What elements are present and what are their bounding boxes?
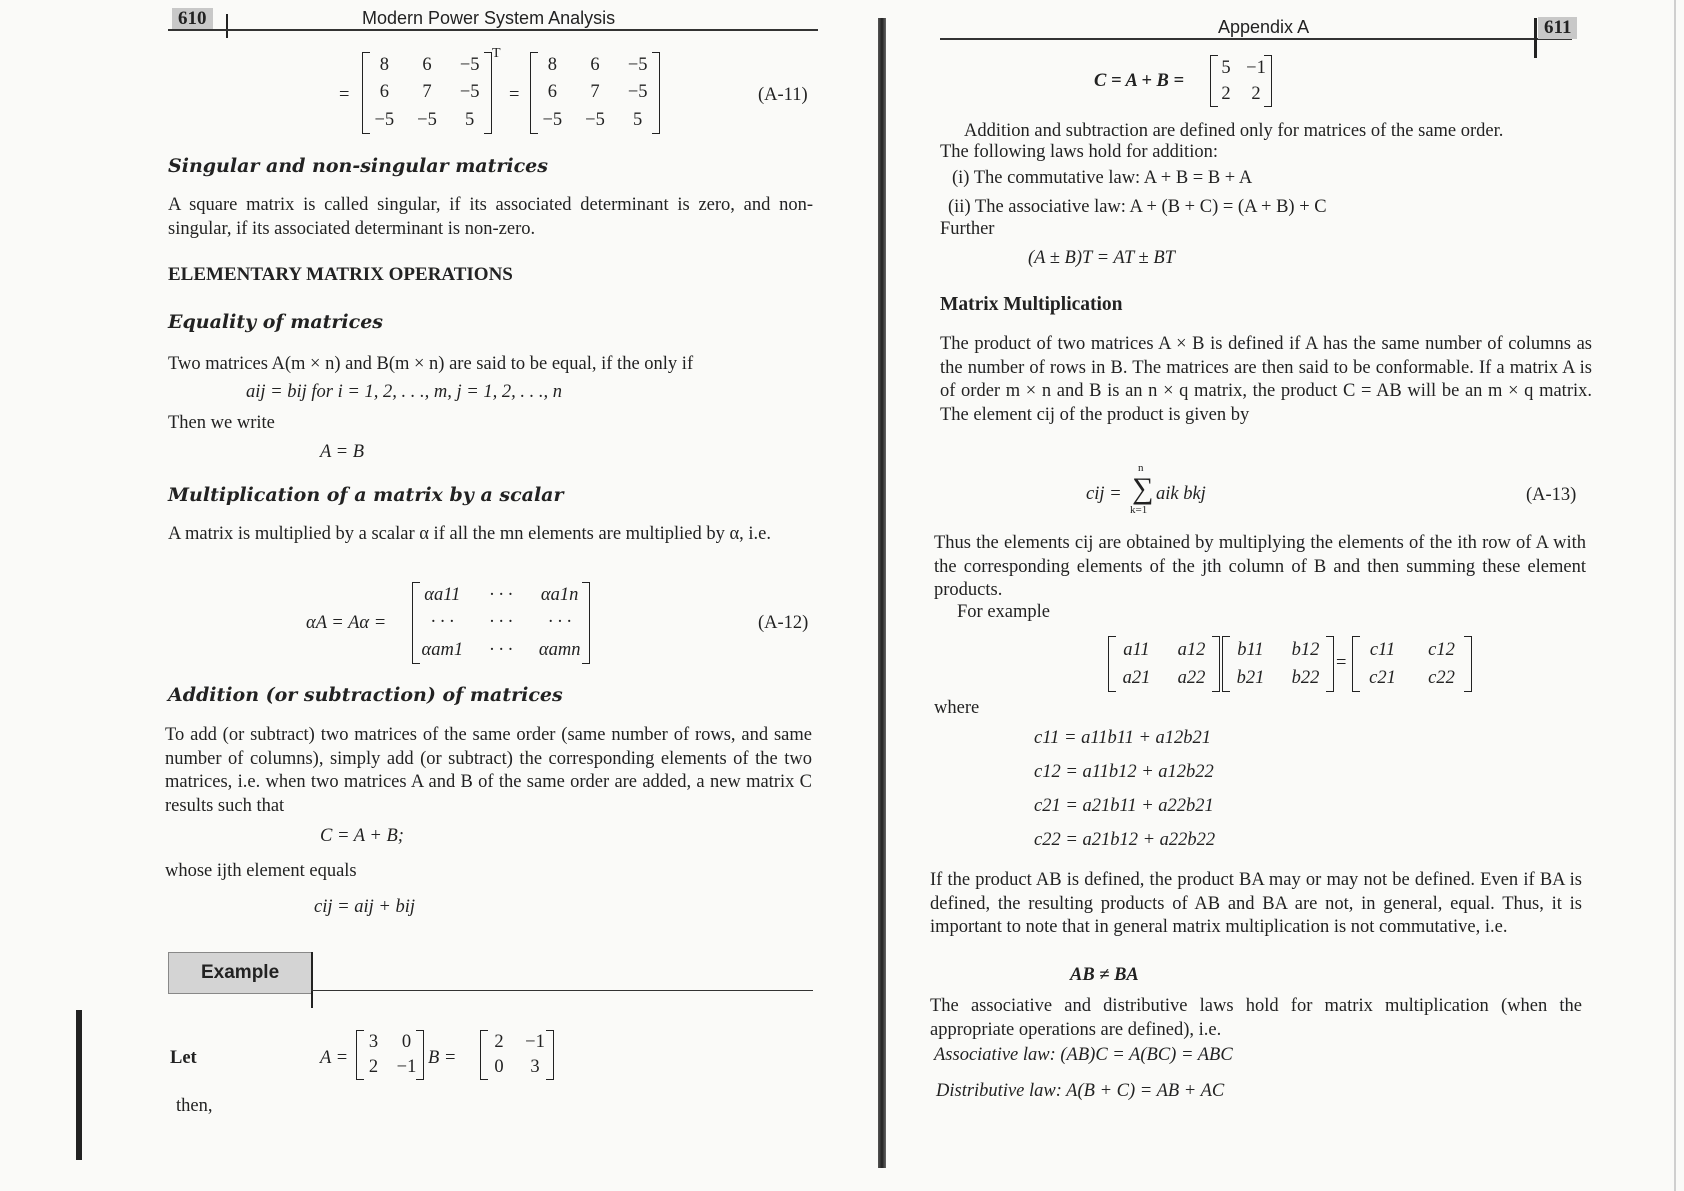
matrix-transposed bbox=[362, 52, 492, 134]
matrix-cell: 5 bbox=[1221, 57, 1231, 78]
law-commutative: (i) The commutative law: A + B = B + A bbox=[952, 168, 1253, 188]
equation-c-sum-lhs: C = A + B = bbox=[1094, 71, 1185, 91]
equation-ab-not-ba: AB ≠ BA bbox=[1070, 965, 1139, 985]
law-associative: (ii) The associative law: A + (B + C) = (A + B) + C bbox=[948, 197, 1327, 217]
c-equation: c12 = a11b12 + a12b22 bbox=[1034, 762, 1214, 782]
matrix-example-b bbox=[1222, 636, 1334, 692]
example-rule bbox=[311, 990, 813, 991]
matrix-a-label: A = bbox=[320, 1048, 349, 1068]
matrix-cell: 2 bbox=[368, 1057, 379, 1077]
matrix-cell: −5 bbox=[459, 55, 480, 76]
matrix-cell: 2 bbox=[1221, 83, 1231, 104]
book-gutter bbox=[878, 18, 886, 1168]
paragraph-add-definition: Addition and subtraction are defined only for matrices of the same order. bbox=[964, 121, 1504, 141]
sum-lower-limit: k=1 bbox=[1130, 504, 1148, 516]
equation-a-equals-b: A = B bbox=[320, 442, 365, 462]
header-tick bbox=[1534, 18, 1537, 58]
matrix-cell: 6 bbox=[422, 55, 432, 76]
header-rule bbox=[168, 29, 818, 31]
matrix-cell: b12 bbox=[1291, 639, 1320, 660]
text-whose: whose ijth element equals bbox=[165, 861, 357, 881]
matrix-cell: c12 bbox=[1428, 639, 1455, 660]
running-header: Appendix A bbox=[1218, 17, 1310, 37]
matrix-cell: b21 bbox=[1236, 667, 1265, 688]
matrix-cell: 2 bbox=[494, 1032, 504, 1052]
matrix-example-a bbox=[1108, 636, 1220, 692]
associative-law: Associative law: (AB)C = A(BC) = ABC bbox=[934, 1045, 1233, 1065]
matrix-cell: 7 bbox=[422, 82, 432, 103]
matrix-cell: −5 bbox=[585, 109, 605, 130]
distributive-law: Distributive law: A(B + C) = AB + AC bbox=[936, 1081, 1225, 1101]
matrix-cell: · · · bbox=[548, 612, 572, 633]
section-heading-singular: Singular and non-singular matrices bbox=[168, 155, 548, 177]
text-where: where bbox=[934, 698, 980, 718]
text-then: then, bbox=[176, 1096, 213, 1116]
matrix-cell: −5 bbox=[627, 82, 648, 103]
transpose-superscript: T bbox=[492, 46, 501, 61]
matrix-cell: 8 bbox=[379, 55, 389, 76]
paragraph-singular: A square matrix is called singular, if its associated determinant is zero, and non-singular, if its associated determinant is non-zero. bbox=[168, 195, 813, 239]
matrix-cell: a21 bbox=[1122, 667, 1151, 688]
matrix-cell: 6 bbox=[379, 82, 389, 103]
matrix-cell: · · · bbox=[489, 639, 513, 660]
equation-scalar-lhs: αA = Aα = bbox=[306, 613, 387, 633]
sigma-symbol: ∑ bbox=[1132, 472, 1154, 505]
equation-cij-lhs: cij = bbox=[1086, 484, 1122, 504]
matrix-cell: −5 bbox=[459, 82, 480, 103]
matrix-b bbox=[480, 1030, 554, 1080]
equation-c-equals-a-plus-b: C = A + B; bbox=[320, 826, 404, 846]
matrix-cell: 8 bbox=[547, 55, 557, 76]
paragraph-associative: The associative and distributive laws hold for matrix multiplication (when the appropriate operations are defined), i.e. bbox=[930, 996, 1582, 1040]
sum-upper-limit: n bbox=[1138, 462, 1144, 474]
matrix-cell: a12 bbox=[1177, 639, 1206, 660]
matrix-scalar bbox=[412, 582, 590, 664]
matrix-example-c bbox=[1352, 636, 1472, 692]
section-heading-scalar: Multiplication of a matrix by a scalar bbox=[168, 484, 564, 506]
example-box bbox=[168, 952, 312, 994]
matrix-cell: 6 bbox=[590, 55, 600, 76]
matrix-cell: b11 bbox=[1237, 639, 1264, 660]
matrix-cell: −5 bbox=[417, 109, 437, 130]
matrix-cell: αa1n bbox=[540, 585, 579, 606]
matrix-cell: 7 bbox=[590, 82, 600, 103]
matrix-cell: −1 bbox=[525, 1032, 545, 1052]
section-heading-elementary: ELEMENTARY MATRIX OPERATIONS bbox=[168, 264, 513, 285]
matrix-cell: −5 bbox=[374, 109, 395, 130]
equation-transpose: (A ± B)T = AT ± BT bbox=[1028, 248, 1175, 268]
equation-tag: (A-12) bbox=[758, 613, 809, 633]
c-equation: c11 = a11b11 + a12b21 bbox=[1034, 728, 1212, 748]
matrix-cell: αa11 bbox=[424, 585, 461, 606]
paragraph-addition: To add (or subtract) two matrices of the same order (same number of rows, and same number of columns), simply add (or subtract) the corresponding elements of the two matrices, i.e. when two matrices A and B of the same order are added, a new matrix C results such that bbox=[165, 725, 812, 816]
binding-shadow bbox=[76, 1010, 82, 1160]
matrix-c bbox=[1210, 55, 1272, 107]
page-number: 611 bbox=[1538, 17, 1577, 39]
matrix-cell: b22 bbox=[1291, 667, 1320, 688]
equals-sign: = bbox=[339, 85, 350, 105]
section-heading-equality: Equality of matrices bbox=[168, 311, 383, 333]
header-tick bbox=[226, 14, 228, 38]
section-heading-multiplication: Matrix Multiplication bbox=[940, 294, 1123, 315]
matrix-cell: αam1 bbox=[421, 639, 464, 660]
matrix-result bbox=[530, 52, 660, 134]
running-header: Modern Power System Analysis bbox=[362, 8, 616, 28]
matrix-b-label: B = bbox=[428, 1048, 457, 1068]
equation-tag: (A-11) bbox=[758, 85, 808, 105]
matrix-cell: · · · bbox=[430, 612, 454, 633]
matrix-cell: c21 bbox=[1369, 667, 1396, 688]
example-tick bbox=[311, 952, 313, 1008]
matrix-cell: 5 bbox=[465, 109, 475, 130]
sum-body: aik bkj bbox=[1156, 484, 1206, 504]
matrix-a bbox=[356, 1030, 424, 1080]
matrix-cell: 0 bbox=[494, 1057, 504, 1077]
matrix-cell: a11 bbox=[1123, 639, 1150, 660]
equals-sign: = bbox=[509, 85, 520, 105]
text-laws: The following laws hold for addition: bbox=[940, 142, 1218, 162]
section-heading-addition: Addition (or subtraction) of matrices bbox=[168, 684, 563, 706]
matrix-cell: 0 bbox=[401, 1032, 412, 1052]
matrix-cell: αamn bbox=[538, 639, 581, 660]
text-further: Further bbox=[940, 219, 995, 239]
right-page bbox=[890, 0, 1684, 1191]
matrix-cell: −5 bbox=[627, 55, 648, 76]
paragraph-multiplication: The product of two matrices A × B is defined if A has the same number of columns as the number of rows in B. The matrices are then said to be conformable. If a matrix A is of order m × n and B is an n × q matrix, the product C = AB will be an m × q matrix. The element cij of the product is given by bbox=[940, 334, 1592, 425]
matrix-cell: 6 bbox=[547, 82, 557, 103]
text-let: Let bbox=[170, 1048, 197, 1068]
matrix-cell: · · · bbox=[489, 585, 513, 606]
equation-equality: aij = bij for i = 1, 2, . . ., m, j = 1, 2, . . ., n bbox=[246, 382, 562, 402]
matrix-cell: −5 bbox=[542, 109, 563, 130]
equals-sign: = bbox=[1336, 653, 1347, 673]
text-for-example: For example bbox=[957, 602, 1050, 622]
matrix-cell: c11 bbox=[1369, 639, 1396, 660]
matrix-cell: c22 bbox=[1428, 667, 1455, 688]
header-rule bbox=[940, 38, 1572, 40]
matrix-cell: −1 bbox=[1246, 57, 1266, 78]
matrix-cell: −1 bbox=[396, 1057, 417, 1077]
equation-tag: (A-13) bbox=[1526, 485, 1577, 505]
matrix-cell: 3 bbox=[530, 1057, 540, 1077]
paragraph-product: If the product AB is defined, the product BA may or may not be defined. Even if BA is defined, the resulting products of AB and BA are not, in general, equal. Thus, it is important to note that in general matrix multiplication is not commutative, i.e. bbox=[930, 870, 1582, 937]
paragraph-scalar: A matrix is multiplied by a scalar α if all the mn elements are multiplied by α, i.e. bbox=[168, 524, 772, 544]
matrix-cell: a22 bbox=[1177, 667, 1206, 688]
matrix-cell: 2 bbox=[1251, 83, 1261, 104]
page-number: 610 bbox=[172, 8, 213, 30]
example-label: Example bbox=[201, 962, 280, 983]
c-equation: c22 = a21b12 + a22b22 bbox=[1034, 830, 1216, 850]
equation-cij: cij = aij + bij bbox=[314, 897, 416, 917]
c-equation: c21 = a21b11 + a22b21 bbox=[1034, 796, 1214, 816]
matrix-cell: 5 bbox=[633, 109, 643, 130]
matrix-cell: 3 bbox=[368, 1032, 379, 1052]
paragraph-equality: Two matrices A(m × n) and B(m × n) are said to be equal, if the only if bbox=[168, 354, 694, 374]
paragraph-thus: Thus the elements cij are obtained by multiplying the elements of the ith row of A with the corresponding elements of the jth column of B and then summing these element products. bbox=[934, 533, 1586, 600]
text-then-we-write: Then we write bbox=[168, 413, 275, 433]
matrix-cell: · · · bbox=[489, 612, 513, 633]
